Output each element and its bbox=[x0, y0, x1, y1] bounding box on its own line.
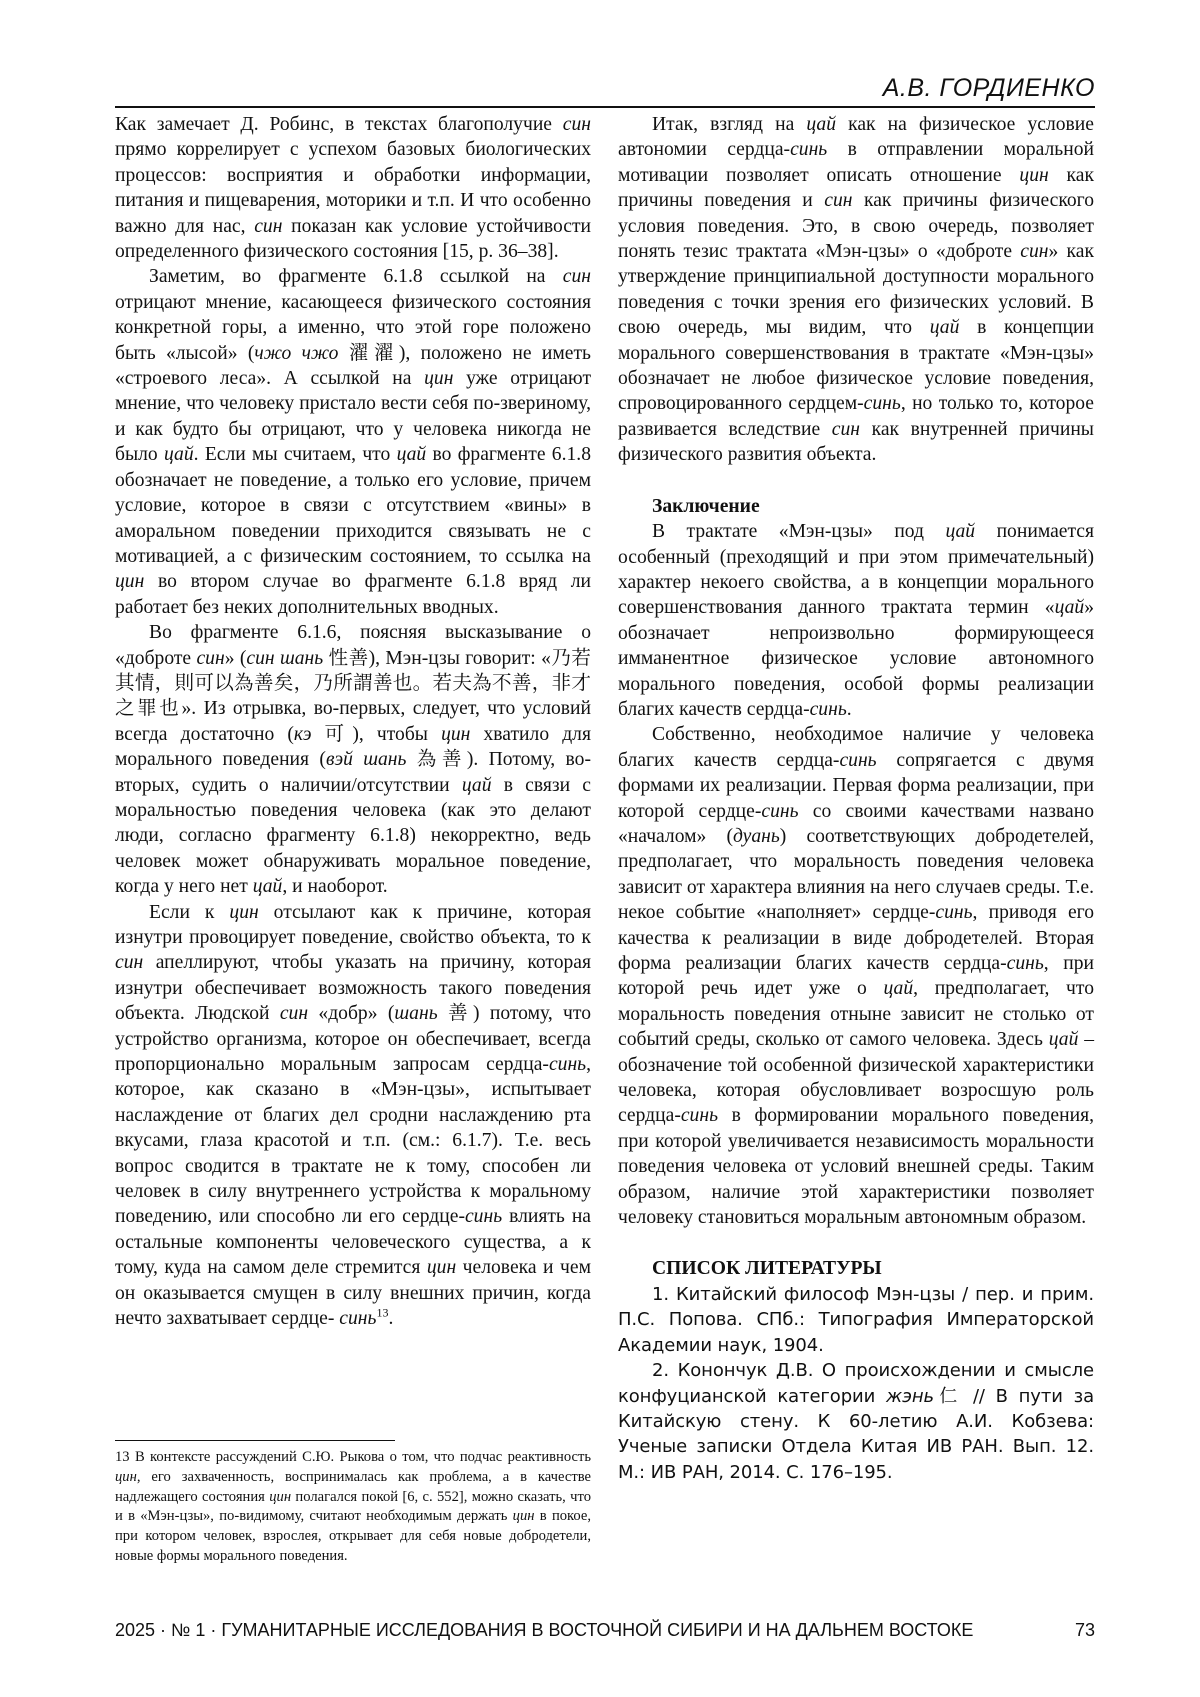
reference-item: 1. Китайский философ Мэн-цзы / пер. и прим. П.С. Попова. СПб.: Типография Императорской Академии наук, 1904. bbox=[618, 1283, 1094, 1356]
paragraph: В трактате «Мэн-цзы» под цай понимается особенный (преходящий и при этом примечательный) характер некоего свойства, а в концепции морального совершенствования данного трактата термин «цай» обозначает непроизвольно формирующееся имманентное физическое условие автономного морального поведения, особой формы реализации благих качеств сердца-синь. bbox=[618, 521, 1094, 720]
paragraph: Заметим, во фрагменте 6.1.8 ссылкой на син отрицают мнение, касающееся физического состояния конкретной горы, а именно, что этой горе положено быть «лысой» (чжо чжо 濯濯), положено не иметь «строевого леса». А ссылкой на цин уже отрицают мнение, что человеку пристало вести себя по-звериному, и как будто бы отрицают, что у человека никогда не было цай. Если мы считаем, что цай во фрагменте 6.1.8 обозначает не поведение, а только его условие, причем условие, которое в связи с отсутствием «вины» в аморальном поведении приходится связывать не с мотивацией, а с физическим состоянием, то ссылка на цин во втором случае во фрагменте 6.1.8 вряд ли работает без неких дополнительных вводных. bbox=[115, 266, 592, 618]
journal-title: 2025 · № 1 · ГУМАНИТАРНЫЕ ИССЛЕДОВАНИЯ В ВОСТОЧНОЙ СИБИРИ И НА ДАЛЬНЕМ ВОСТОКЕ bbox=[115, 1620, 974, 1640]
right-column bbox=[618, 112, 1094, 1485]
paragraph: Итак, взгляд на цай как на физическое условие автономии сердца-синь в отправлении моральной мотивации позволяет описать отношение цин как причины поведения и син как причины физического условия поведения. Это, в свою очередь, позволяет понять тезис трактата «Мэн-цзы» о «доброте син» как утверждение принципиальной доступности морального поведения с точки зрения его физических условий. В свою очередь, мы видим, что цай в концепции морального совершенствования в трактате «Мэн-цзы» обозначает не любое физическое условие поведения, спровоцированного сердцем-синь, но только то, которое развивается вследствие син как внутренней причины физического развития объекта. bbox=[618, 114, 1095, 466]
footnote-marker: 13 bbox=[376, 1305, 389, 1320]
footnote-text: 13 В контексте рассуждений С.Ю. Рыкова о том, что подчас реактивность цин, его захваченность, воспринималась как проблема, а в качестве надлежащего состояния цин полагался покой [6, с. 552], можно сказать, что и в «Мэн-цзы», по-видимому, считают необходимым держать цин в покое, при котором человек, взрослея, открывает для себя новые добродетели, новые формы морального поведения. bbox=[115, 1449, 591, 1564]
reference-item: 2. Конончук Д.В. О происхождении и смысле конфуцианской категории жэнь仁 // В пути за Китайскую стену. К 60-летию А.И. Кобзева: Ученые записки Отдела Китая ИВ РАН. Вып. 12. М.: ИВ РАН, 2014. С. 176–195. bbox=[618, 1360, 1094, 1483]
paragraph: Во фрагменте 6.1.6, поясняя высказывание о «доброте син» (син шань 性善), Мэн-цзы говорит: «乃若其情，則可以為善矣，乃所謂善也。若夫為不善，非才之罪也». Из отрывка, во-первых, следует, что условий всегда достаточно (кэ 可), чтобы цин хватило для морального поведения (вэй шань 為善). Потому, во-вторых, судить о наличии/отсутствии цай в связи с моральностью поведения человека (как это делают люди, согласно фрагменту 6.1.8) некорректно, ведь человек может обнаруживать моральное поведение, когда у него нет цай, и наоборот. bbox=[115, 622, 591, 898]
paragraph: Собственно, необходимое наличие у человека благих качеств сердца-синь сопрягается с двумя формами их реализации. Первая форма реализации, при которой сердце-синь со своими качествами названо «началом» (дуань) соответствующих добродетелей, предполагает, что моральность поведения человека зависит от характера влияния на него случаев среды. Т.е. некое событие «наполняет» сердце-синь, приводя его качества к реализации в виде добродетелей. Вторая форма реализации благих качеств сердца-синь, при которой речь идет уже о цай, предполагает, что моральность поведения отныне зависит не столько от событий среды, сколько от самого человека. Здесь цай – обозначение той особенной физической характеристики человека, которая обусловливает возросшую роль сердца-синь в формировании морального поведения, при которой увеличивается независимость моральности поведения человека от условий внешней среды. Таким образом, наличие этой характеристики позволяет человеку становиться моральным автономным образом. bbox=[618, 724, 1095, 1229]
left-column bbox=[115, 112, 591, 1332]
footnote bbox=[115, 1448, 591, 1567]
page-number: 73 bbox=[1074, 1620, 1095, 1640]
page-footer bbox=[115, 1620, 1095, 1646]
conclusion-heading: Заключение bbox=[652, 495, 760, 517]
references-heading: СПИСОК ЛИТЕРАТУРЫ bbox=[652, 1258, 882, 1280]
footnote-divider bbox=[115, 1440, 395, 1441]
paragraph: Если к цин отсылают как к причине, которая изнутри провоцирует поведение, свойство объекта, то к син апеллируют, чтобы указать на причину, которая изнутри обеспечивает возможность такого поведения объекта. Людской син «добр» (шань 善) потому, что устройство организма, которое он обеспечивает, всегда пропорционально моральным запросам сердца-синь, которое, как сказано в «Мэн-цзы», испытывает наслаждение от благих дел сродни наслаждению рта вкусами, глаза красотой и т.п. (см.: 6.1.7). Т.е. весь вопрос сводится в трактате не к тому, способен ли человек в силу внутреннего устройства к моральному поведению, или способно ли его сердце-синь влиять на остальные компоненты человеческого существа, а к тому, куда на самом деле стремится цин человека и чем он оказывается смущен в силу внешних причин, когда нечто захватывает сердце- синь$^{13}$. bbox=[115, 901, 592, 1330]
author-name: А.В. ГОРДИЕНКО bbox=[882, 74, 1095, 102]
paragraph: Как замечает Д. Робинс, в текстах благополучие син прямо коррелирует с успехом базовых биологических процессов: восприятия и обработки информации, питания и пищеварения, моторики и т.п. И что особенно важно для нас, син показан как условие устойчивости определенного физического состояния [15, p. 36–38]. bbox=[115, 114, 591, 263]
running-head bbox=[115, 72, 1095, 108]
